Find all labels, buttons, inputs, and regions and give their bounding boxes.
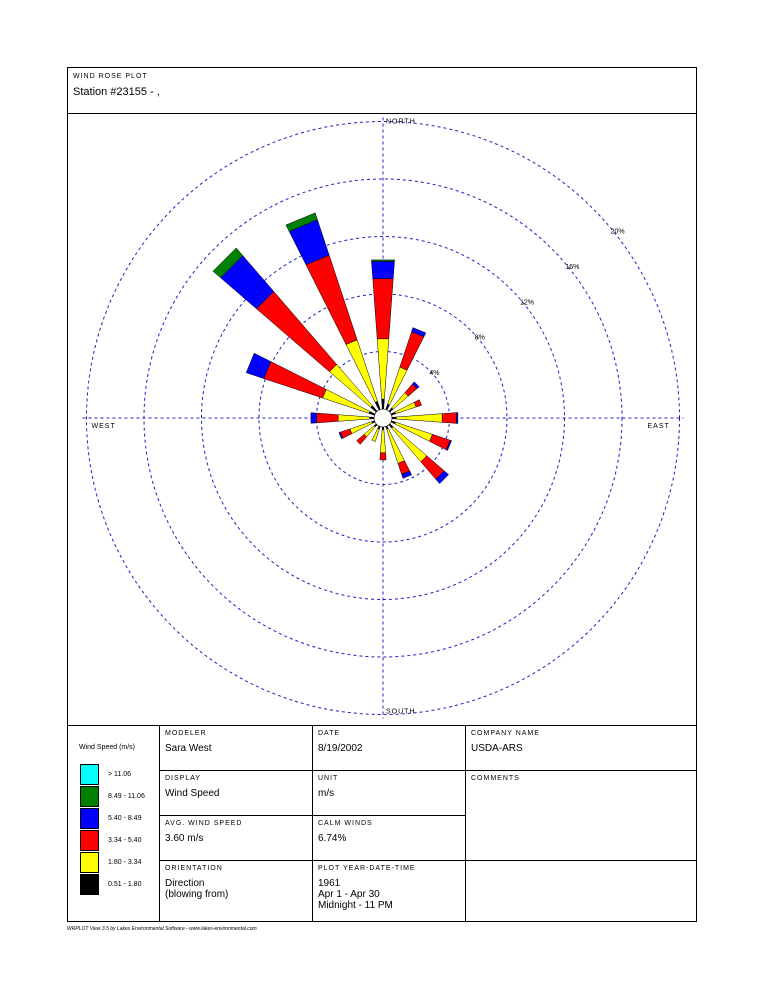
petal-e-bin-2 [396,414,442,423]
blank-cell [465,861,696,922]
plot-time-value: 1961 Apr 1 - Apr 30 Midnight - 11 PM [318,878,393,911]
display-label: DISPLAY [165,775,202,782]
petal-e-bin-1 [392,417,396,419]
petal-sw-bin-2 [364,426,375,437]
modeler-cell [159,726,312,771]
company-value: USDA-ARS [471,743,523,754]
petal-nnw-bin-3 [306,255,357,344]
legend-label-5: 1.80 - 3.34 [108,859,142,866]
petal-n-bin-5 [371,260,394,262]
petal-n-bin-3 [373,279,393,339]
legend-title: Wind Speed (m/s) [79,744,136,751]
avg-speed-value: 3.60 m/s [165,833,204,844]
unit-label: UNIT [318,775,339,782]
petal-s-bin-1 [382,427,384,430]
wind-rose-chart [68,113,696,725]
petal-nnw-bin-2 [346,340,378,402]
petal-s-bin-2 [380,430,385,453]
orientation-label: ORIENTATION [165,865,223,872]
modeler-value: Sara West [165,743,212,754]
plot-header [68,68,696,114]
wind-rose-area [68,113,696,726]
orientation-value: Direction (blowing from) [165,878,229,900]
petal-w-bin-3 [317,413,339,423]
date-label: DATE [318,730,341,737]
legend-label-3: 5.40 - 8.49 [108,815,142,822]
legend [68,726,159,922]
petal-sw-bin-3 [357,434,367,444]
report-frame [67,67,697,922]
petal-w-bin-2 [338,415,370,422]
petal-nw-bin-3 [257,292,337,372]
row-divider-3 [159,860,696,861]
compass-south: SOUTH [386,708,416,716]
petal-n-bin-1 [382,399,385,409]
calm-circle [374,409,392,427]
legend-swatch-3 [80,808,99,829]
row-divider-1 [159,770,696,771]
legend-swatch-2 [80,786,99,807]
station-name: Station #23155 - , [73,86,160,98]
petal-n-bin-4 [372,261,395,278]
calm-winds-value: 6.74% [318,833,347,844]
modeler-label: MODELER [165,730,207,737]
petal-wnw-bin-2 [323,389,370,413]
petal-ssw-bin-2 [372,429,379,442]
unit-value: m/s [318,788,335,799]
ring-label-20: 20% [610,228,625,236]
display-value: Wind Speed [165,788,220,799]
petal-w-bin-1 [370,417,374,419]
petal-nne-bin-1 [386,404,390,410]
avg-speed-label: AVG. WIND SPEED [165,820,243,827]
ring-label-8: 8% [474,334,485,342]
petal-nnw-bin-1 [375,401,380,410]
ring-label-12: 12% [520,299,535,307]
comments-label: COMMENTS [471,775,520,782]
compass-north: NORTH [386,118,416,126]
calm-winds-cell [312,816,465,861]
unit-cell [312,771,465,816]
petal-s-bin-3 [380,453,386,460]
compass-east: EAST [647,423,670,430]
petal-n-bin-2 [377,339,389,399]
company-label: COMPANY NAME [471,730,540,737]
plot-title: WIND ROSE PLOT [73,73,148,80]
compass-west: WEST [91,423,116,430]
display-cell [159,771,312,816]
petal-wnw-bin-1 [369,411,375,415]
petal-e-bin-3 [442,413,456,424]
petal-e-bin-4 [457,413,458,424]
ring-label-16: 16% [565,263,580,271]
petal-wnw-bin-3 [264,362,326,398]
legend-label-2: 8.49 - 11.06 [108,793,145,800]
row-divider-2 [159,815,465,816]
legend-label-6: 0.51 - 1.80 [108,881,142,888]
orientation-cell [159,861,312,922]
plot-time-label: PLOT YEAR-DATE-TIME [318,865,416,872]
petal-nne-bin-3 [400,332,424,370]
footer-credit: WRPLOT View 3.5 by Lakes Environmental Software - www.lakes-environmental.com [67,926,257,932]
petal-sse-bin-2 [387,429,405,464]
date-value: 8/19/2002 [318,743,363,754]
date-cell [312,726,465,771]
calm-winds-label: CALM WINDS [318,820,373,827]
legend-swatch-4 [80,830,99,851]
legend-swatch-1 [80,764,99,785]
legend-swatch-6 [80,874,99,895]
legend-label-1: > 11.06 [108,771,132,778]
plot-time-cell [312,861,465,922]
legend-swatch-5 [80,852,99,873]
legend-label-4: 3.34 - 5.40 [108,837,142,844]
comments-cell [465,771,696,861]
ring-label-4: 4% [429,370,440,378]
company-cell [465,726,696,771]
avg-speed-cell [159,816,312,861]
petal-w-bin-4 [311,413,317,424]
